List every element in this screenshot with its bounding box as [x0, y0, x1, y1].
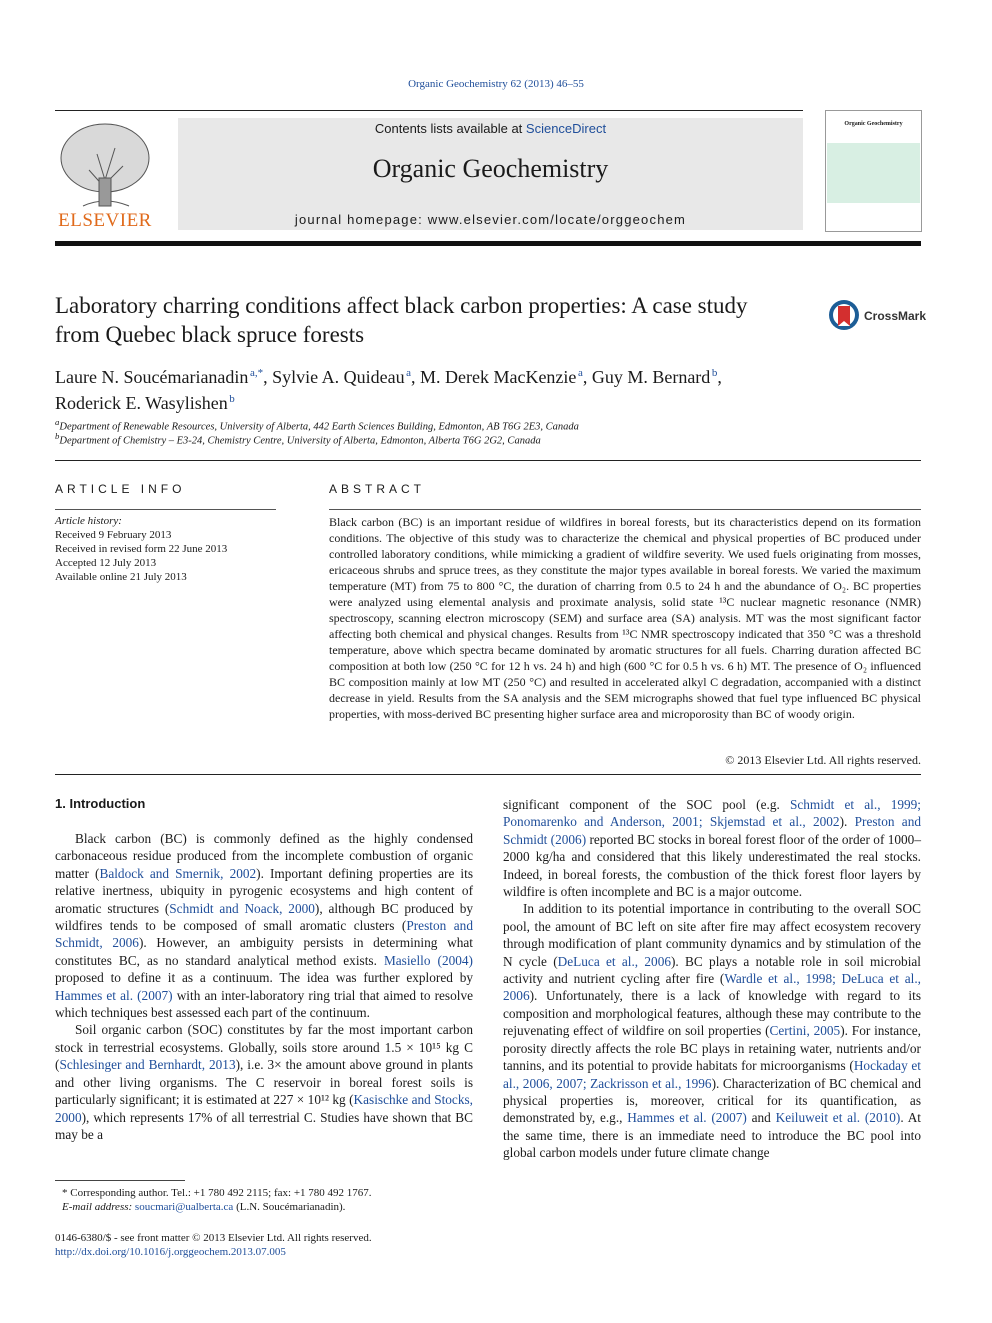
- paragraph: [503, 900, 921, 1161]
- body-column-left: [55, 830, 473, 1143]
- paragraph: [55, 830, 473, 1021]
- author-affiliation-marker[interactable]: a,*: [249, 367, 264, 379]
- citation-link[interactable]: Wardle et al., 1998; DeLuca et al., 2006: [503, 971, 921, 1004]
- body-text: ). However, an ambiguity persists in determining what constitutes BC, as no standard analytical method exists.: [55, 935, 473, 968]
- abstract-heading: ABSTRACT: [329, 482, 426, 496]
- history-online: Available online 21 July 2013: [55, 571, 187, 583]
- body-text: and: [746, 1110, 776, 1126]
- citation-link[interactable]: DeLuca et al., 2006: [557, 953, 671, 969]
- body-text: ). Characterization of BC chemical and physical properties is, moreover, critical for its quantification, as demonstrated by, e.g.,: [503, 1075, 921, 1126]
- citation-link[interactable]: Schlesinger and Bernhardt, 2013: [59, 1057, 236, 1073]
- history-accepted: Accepted 12 July 2013: [55, 557, 157, 569]
- email-suffix: (L.N. Soucémarianadin).: [233, 1201, 346, 1213]
- cover-band: [827, 143, 920, 203]
- body-text: Soil organic carbon (SOC) constitutes by far the most important carbon stock in terrestrial ecosystems. Globally, soils store around 1.5 × 10¹⁵ kg C (: [55, 1022, 473, 1073]
- email-link[interactable]: soucmari@ualberta.ca: [134, 1201, 234, 1213]
- paragraph: [55, 1021, 473, 1143]
- body-text: ).: [839, 814, 855, 830]
- body-text: . At the same time, there is an immediate need to introduce the BC pool into global carbon models under future climate change: [503, 1110, 921, 1161]
- citation-link[interactable]: Keiluweit et al. (2010): [775, 1110, 901, 1126]
- body-text: ), although BC produced by wildfires tends to be composed of small aromatic clusters (: [55, 900, 473, 934]
- body-text: ). BC plays a notable role in soil microbial activity and nutrient cycling after fire (: [503, 953, 921, 987]
- article-history: [55, 514, 227, 584]
- author-name[interactable]: M. Derek MacKenzie: [419, 367, 577, 387]
- article-title: Laboratory charring conditions affect black carbon properties: A case study from Quebec black spruce forests: [55, 293, 748, 347]
- body-text: proposed to define it as a continuum. The idea was further explored by: [55, 970, 473, 986]
- author-name[interactable]: Roderick E. Wasylishen: [55, 393, 228, 413]
- history-received: Received 9 February 2013: [55, 529, 172, 541]
- journal-homepage[interactable]: journal homepage: www.elsevier.com/locate/orggeochem: [294, 212, 687, 227]
- author-name[interactable]: Sylvie A. Quideau: [272, 367, 405, 387]
- abstract-rule: [329, 509, 921, 510]
- header-rule: [55, 110, 803, 111]
- affiliation-marker: a: [55, 417, 60, 427]
- history-label: Article history:: [55, 515, 122, 527]
- citation-link[interactable]: Schmidt and Noack, 2000: [169, 900, 315, 916]
- journal-name: Organic Geochemistry: [372, 154, 609, 183]
- crossmark-label[interactable]: CrossMark: [864, 309, 927, 323]
- paragraph: [503, 796, 921, 900]
- citation-link[interactable]: Preston and Schmidt, 2006: [55, 918, 473, 951]
- body-text: In addition to its potential importance in contributing to the overall SOC pool, the amount of BC left on site after fire may affect ecosystem recovery through modification of plant community dynamics and by stimulation of the N cycle (: [503, 901, 921, 969]
- citation-link[interactable]: Certini, 2005: [769, 1023, 841, 1039]
- citation-link[interactable]: Preston and Schmidt (2006): [503, 814, 922, 847]
- doi-link[interactable]: http://dx.doi.org/10.1016/j.orggeochem.2013.07.005: [55, 1246, 286, 1258]
- body-text: significant component of the SOC pool (e.g.: [503, 797, 790, 812]
- article-info-rule: [55, 509, 276, 510]
- body-text: Black carbon (BC) is commonly defined as the highly condensed carbonaceous residue produced from the incomplete combustion of organic matter (: [55, 831, 473, 881]
- author-affiliation-marker[interactable]: b: [711, 367, 718, 379]
- author-name[interactable]: Laure N. Soucémarianadin: [55, 367, 249, 387]
- elsevier-wordmark: ELSEVIER: [58, 210, 152, 231]
- email-label: E-mail address:: [62, 1201, 135, 1213]
- author-affiliation-marker[interactable]: b: [229, 393, 235, 405]
- contents-line: [178, 121, 803, 136]
- cover-title: Organic Geochemistry: [844, 121, 903, 127]
- citation-link[interactable]: Hammes et al. (2007): [55, 987, 173, 1003]
- email-note: [62, 1201, 345, 1213]
- author-name[interactable]: Guy M. Bernard: [591, 367, 711, 387]
- section-heading-introduction: 1. Introduction: [55, 796, 146, 811]
- citation-link[interactable]: Hockaday et al., 2006, 2007; Zackrisson et al., 1996: [503, 1058, 921, 1091]
- body-text: ). Important defining properties are its relative inertness, ubiquity in pyrogenic ecosystems and high content of aromatic structures (: [55, 865, 473, 916]
- citation-link[interactable]: Baldock and Smernik, 2002: [99, 865, 257, 881]
- contents-prefix: Contents lists available at: [374, 121, 526, 136]
- citation-link[interactable]: Masiello (2004): [383, 952, 473, 968]
- abstract-text: Black carbon (BC) is an important residue of wildfires in boreal forests, but its characteristics depend on its formation conditions. The objective of this study was to characterize the chemical and physical properties of BC produced under controlled laboratory conditions, while mimicking a gradient of wildfire severity. We used fuels originating from mosses, ericaceous shrubs and spruce trees, as they constitute the major types available in boreal forests. We varied the maximum temperature (MT) from 75 to 800 °C, the duration of charring from 0.5 to 24 h and the abundance of O₂. BC properties were analyzed using elemental analysis and proximate analysis, solid state ¹³C nuclear magnetic resonance (NMR) spectroscopy, scanning electron microscopy (SEM) and surface area (SA) analysis. MT was the most significant factor affecting both chemical and physical changes. Results from ¹³C NMR spectroscopy indicated that 350 °C was a threshold temperature, above which spectra became dominated by aromatic structures for all fuels. Charring duration affected BC composition at both low (250 °C for 12 h vs. 24 h) and high (600 °C for 0.5 h vs. 6 h) MT. The presence of O₂ influenced BC composition mainly at low MT (250 °C) and resulted in accelerated alkyl C degradation, accompanied with a distinct decrease in yield. Results from the SA analysis and the SEM micrographs showed that fuel type influenced BC physical properties, with moss-derived BC presenting higher surface area and microporosity than BC of woody origin.: [329, 515, 921, 721]
- section-rule: [55, 460, 921, 461]
- body-text: ), which represents 17% of all terrestrial C. Studies have shown that BC may be a: [55, 1109, 473, 1142]
- sciencedirect-link[interactable]: ScienceDirect: [525, 121, 607, 136]
- history-revised: Received in revised form 22 June 2013: [55, 543, 228, 555]
- citation-link[interactable]: Kasischke and Stocks, 2000: [55, 1092, 473, 1125]
- author-affiliation-marker[interactable]: a: [406, 367, 411, 379]
- copyright-notice: © 2013 Elsevier Ltd. All rights reserved.: [725, 753, 921, 767]
- citation-link[interactable]: Schmidt et al., 1999; Ponomarenko and Anderson, 2001; Skjemstad et al., 2002: [503, 797, 921, 830]
- affiliation-b: [55, 431, 541, 447]
- body-text: ). For instance, porosity directly affects the role BC plays in retaining water, nutrients and/or tannins, and its potential to provide habitats for microorganisms (: [503, 1023, 921, 1074]
- issn-line: 0146-6380/$ - see front matter © 2013 Elsevier Ltd. All rights reserved.: [55, 1232, 372, 1244]
- citation-link[interactable]: Hammes et al. (2007): [627, 1110, 747, 1126]
- journal-citation[interactable]: Organic Geochemistry 62 (2013) 46–55: [408, 78, 584, 90]
- body-text: reported BC stocks in boreal forest floor of the order of 1000–2000 kg/ha and considered that this likely underestimated the real stocks. Indeed, in boreal forests, the combustion of the thick forest floor layers by wildfire is often incomplete and BC is a major outcome.: [503, 831, 921, 900]
- corresponding-author-note: * Corresponding author. Tel.: +1 780 492 2115; fax: +1 780 492 1767.: [62, 1187, 372, 1199]
- affiliation-marker: b: [55, 431, 60, 441]
- header-thick-rule: [55, 241, 921, 246]
- body-text: ). Unfortunately, there is a lack of knowledge with regard to its composition and morphological features, although these may contribute to the rejuvenating effect of wildfire on soil properties (: [503, 988, 921, 1039]
- body-text: with an inter-laboratory ring trial that aimed to resolve which techniques best assessed each part of the continuum.: [55, 987, 473, 1021]
- author-affiliation-marker[interactable]: a: [577, 367, 583, 379]
- article-info-heading: ARTICLE INFO: [55, 482, 186, 496]
- affiliation-text: Department of Renewable Resources, University of Alberta, 442 Earth Sciences Building, Edmonton, AB T6G 2E3, Canada: [59, 421, 579, 433]
- affiliation-text: Department of Chemistry – E3-24, Chemistry Centre, University of Alberta, Edmonton, Alberta T6G 2G2, Canada: [59, 435, 541, 447]
- author-list: Laure N. Soucémarianadin $^{a,*}$, Sylvie A. Quideau $^a$, M. Derek MacKenzie $^a$, Guy M. Bernard $^b$, Roderick E. Wasylishen $^b$: [55, 367, 722, 413]
- abstract-bottom-rule: [55, 774, 921, 775]
- footnote-rule: [55, 1180, 185, 1181]
- journal-cover-thumbnail[interactable]: [825, 110, 922, 232]
- body-column-right: [503, 796, 921, 1162]
- body-text: ), i.e. 3× the amount above ground in plants and other living organisms. The C reservoir in boreal forest soils is particularly significant; it is estimated at 227 × 10¹² kg (: [55, 1057, 473, 1108]
